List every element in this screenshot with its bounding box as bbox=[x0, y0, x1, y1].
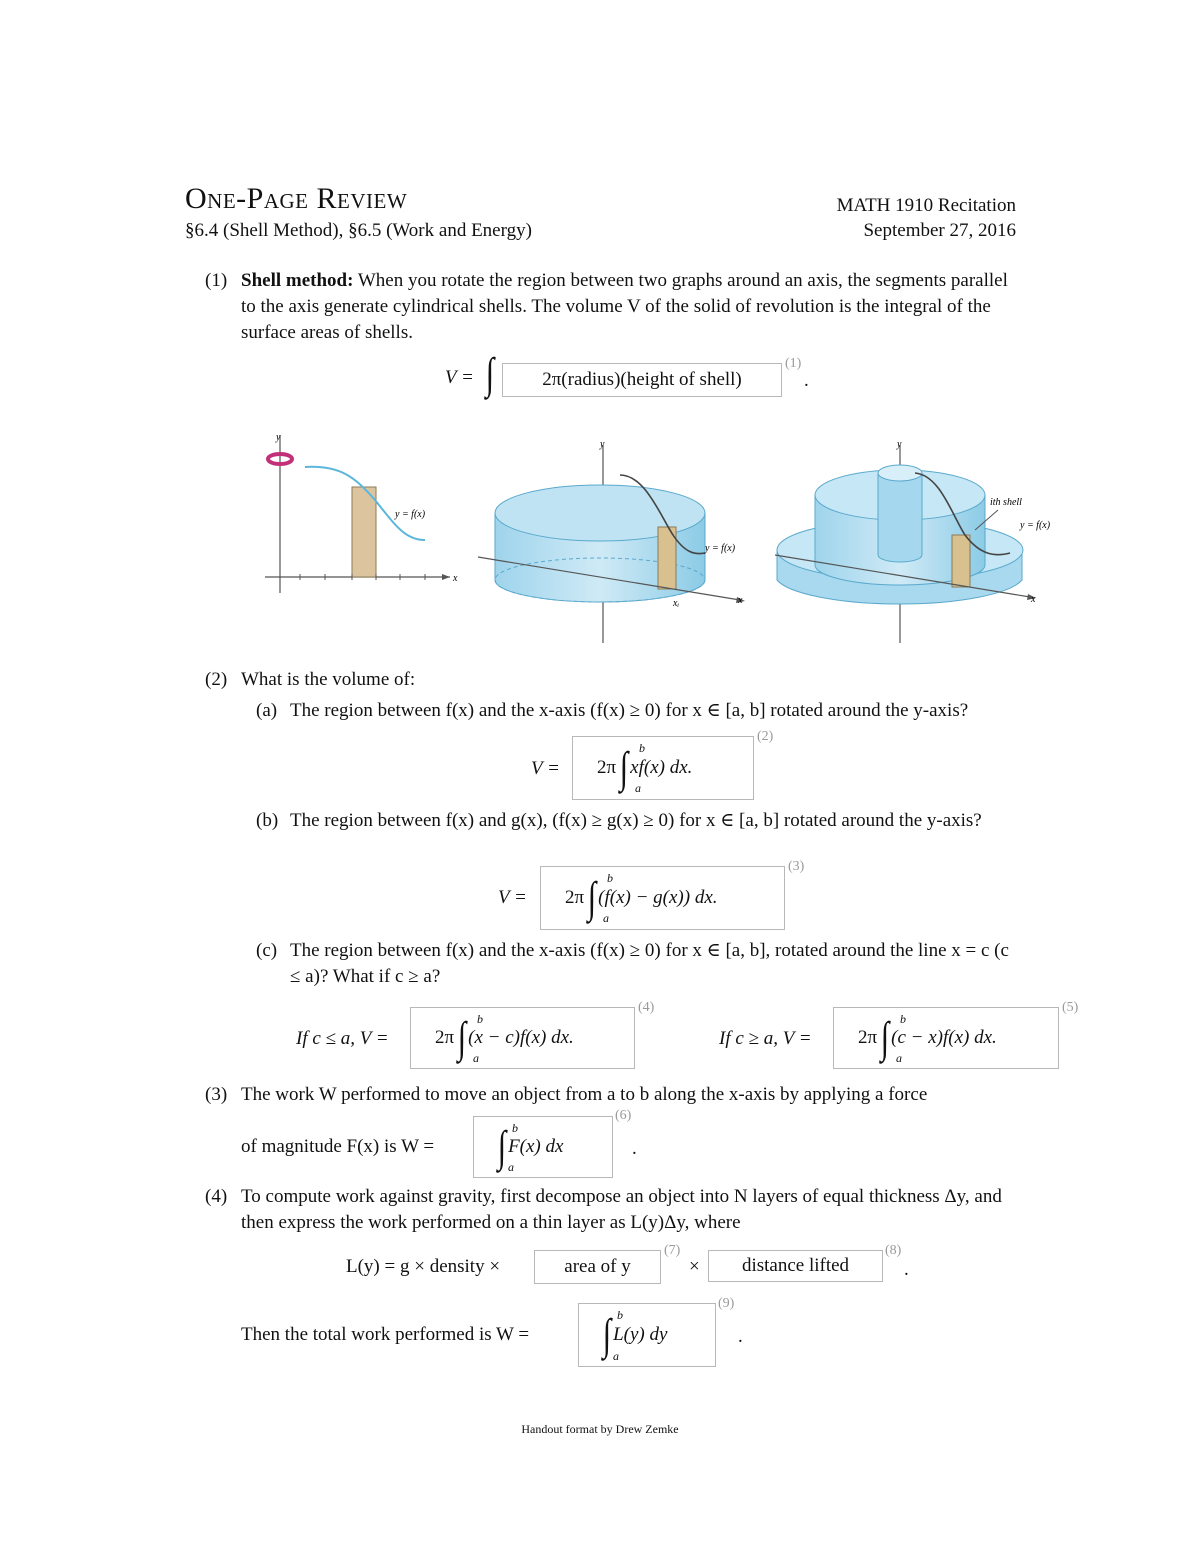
answer-box-3[interactable]: 2π ∫ (f(x) − g(x)) dx. b a bbox=[540, 866, 785, 930]
item-number: (4) bbox=[205, 1186, 228, 1207]
period: . bbox=[632, 1138, 637, 1159]
integral-sign: ∫ bbox=[485, 349, 495, 398]
eq-label: V = bbox=[498, 887, 527, 908]
answer-tag-3: (3) bbox=[788, 859, 805, 874]
times-symbol: × bbox=[689, 1256, 700, 1277]
item-number: (2) bbox=[205, 669, 228, 690]
answer-box-4[interactable]: 2π ∫ (x − c)f(x) dx. b a bbox=[410, 1007, 635, 1069]
answer-box-8[interactable]: distance lifted bbox=[708, 1250, 883, 1282]
footer: Handout format by Drew Zemke bbox=[521, 1422, 679, 1436]
cylinder-figure bbox=[478, 439, 745, 643]
answer-tag-9: (9) bbox=[718, 1296, 735, 1311]
item1-body: When you rotate the region between two graphs around an axis, the segments parallel to the axis generate cylindrical shells. The volume V of the solid of revolution is the integral of the surface areas of shells. bbox=[241, 270, 1008, 343]
nested-shells-figure bbox=[775, 439, 1051, 643]
eq-label: V = bbox=[531, 758, 560, 779]
integral-sign: ∫ bbox=[497, 1122, 507, 1171]
integral-sign: ∫ bbox=[880, 1013, 890, 1062]
integral-sign: ∫ bbox=[619, 743, 629, 792]
answer-tag-6: (6) bbox=[615, 1108, 632, 1123]
page-title: One-Page Review bbox=[185, 182, 408, 215]
integral-sign: ∫ bbox=[587, 873, 597, 922]
answer-tag-4: (4) bbox=[638, 1000, 655, 1015]
answer-tag-5: (5) bbox=[1062, 1000, 1079, 1015]
fx-label: y = f(x) bbox=[395, 509, 426, 520]
fx-label: y = f(x) bbox=[1020, 520, 1051, 531]
date: September 27, 2016 bbox=[863, 220, 1016, 241]
course-name: MATH 1910 Recitation bbox=[836, 195, 1016, 216]
subitem-label: (a) bbox=[256, 700, 278, 721]
eq-label: V = bbox=[445, 367, 474, 388]
eq-label: If c ≤ a, V = bbox=[296, 1028, 389, 1049]
answer-tag-7: (7) bbox=[664, 1243, 681, 1258]
ith-shell-label: ith shell bbox=[990, 497, 1022, 508]
answer-tag-1: (1) bbox=[785, 356, 802, 371]
xi-label: xᵢ bbox=[673, 598, 680, 609]
subitem-label: (b) bbox=[256, 810, 279, 831]
answer-box-9[interactable]: ∫ L(y) dy b a bbox=[578, 1303, 716, 1367]
answer-box-7[interactable]: area of y bbox=[534, 1250, 661, 1284]
period: . bbox=[904, 1259, 909, 1280]
subitem-label: (c) bbox=[256, 940, 278, 961]
item3-text: The work W performed to move an object from a to b along the x-axis by applying a force bbox=[241, 1084, 928, 1105]
section-subtitle: §6.4 (Shell Method), §6.5 (Work and Energy) bbox=[185, 220, 532, 241]
answer-box-6[interactable]: ∫ F(x) dx b a bbox=[473, 1116, 613, 1178]
fx-label: y = f(x) bbox=[705, 543, 736, 554]
period: . bbox=[804, 370, 809, 391]
item1-lead: Shell method: bbox=[241, 270, 354, 291]
integral-sign: ∫ bbox=[602, 1310, 612, 1359]
answer-tag-8: (8) bbox=[885, 1243, 902, 1258]
x-axis-label: x bbox=[453, 573, 458, 584]
item3-text-2: of magnitude F(x) is W = bbox=[241, 1136, 435, 1157]
y-axis-label: y bbox=[897, 439, 902, 450]
item1-text bbox=[241, 268, 1017, 346]
x-axis-label: x bbox=[1031, 594, 1036, 605]
item2a-text: The region between f(x) and the x-axis (f(x) ≥ 0) for x ∈ [a, b] rotated around the y-axis? bbox=[290, 700, 969, 721]
answer-tag-2: (2) bbox=[757, 729, 774, 744]
x-axis-label: x bbox=[738, 595, 743, 606]
region-2d-figure bbox=[265, 432, 458, 593]
item2b-text: The region between f(x) and g(x), (f(x) ≥ g(x) ≥ 0) for x ∈ [a, b] rotated around the y-axis? bbox=[290, 810, 982, 831]
item-number: (1) bbox=[205, 270, 228, 291]
item2-text: What is the volume of: bbox=[241, 669, 416, 690]
item4-text: To compute work against gravity, first decompose an object into N layers of equal thickness Δy, and then express the work performed on a thin layer as L(y)Δy, where bbox=[241, 1186, 1002, 1233]
eq-label: L(y) = g × density × bbox=[346, 1256, 501, 1277]
item4-total-text: Then the total work performed is W = bbox=[241, 1324, 530, 1345]
item-number: (3) bbox=[205, 1084, 228, 1105]
answer-box-2[interactable]: 2π ∫ xf(x) dx. b a bbox=[572, 736, 754, 800]
answer-box-1[interactable]: 2π(radius)(height of shell) bbox=[502, 363, 782, 397]
period: . bbox=[738, 1326, 743, 1347]
item2c-text: The region between f(x) and the x-axis (f(x) ≥ 0) for x ∈ [a, b], rotated around the line x = c (c ≤ a)? What if c ≥ a? bbox=[290, 940, 1009, 987]
answer-box-5[interactable]: 2π ∫ (c − x)f(x) dx. b a bbox=[833, 1007, 1059, 1069]
integral-sign: ∫ bbox=[457, 1013, 467, 1062]
eq-label: If c ≥ a, V = bbox=[719, 1028, 812, 1049]
y-axis-label: y bbox=[276, 432, 281, 443]
shell-method-figure bbox=[240, 425, 1070, 650]
y-axis-label: y bbox=[600, 439, 605, 450]
